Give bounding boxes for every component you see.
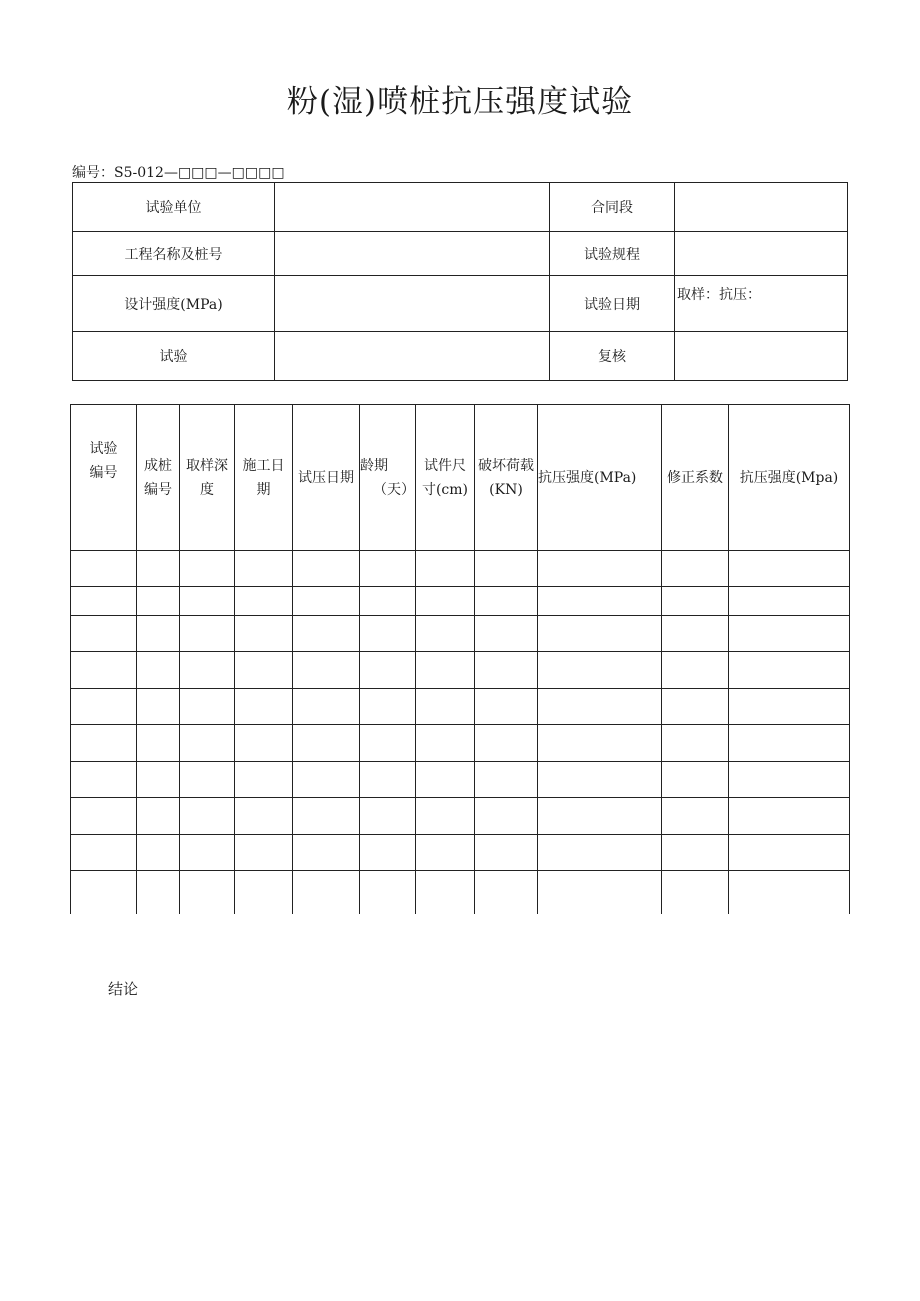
table-cell[interactable] [416,652,475,689]
table-cell[interactable] [662,798,729,835]
table-cell[interactable] [729,725,850,762]
table-cell[interactable] [729,835,850,871]
table-cell[interactable] [475,587,538,616]
table-cell[interactable] [71,652,137,689]
table-cell[interactable] [293,762,360,798]
table-cell[interactable] [293,616,360,652]
header-specimen-size: 试件尺 寸(cm) [416,405,475,551]
table-cell[interactable] [729,587,850,616]
table-cell[interactable] [360,689,416,725]
table-cell[interactable] [662,652,729,689]
table-cell[interactable] [662,725,729,762]
table-cell[interactable] [475,551,538,587]
table-cell[interactable] [137,652,180,689]
table-cell[interactable] [360,652,416,689]
test-procedure-label: 试验规程 [550,232,675,276]
table-cell[interactable] [729,798,850,835]
project-pile-label: 工程名称及桩号 [73,232,275,276]
test-procedure-value[interactable] [675,232,848,276]
table-cell[interactable] [475,725,538,762]
table-cell[interactable] [360,871,416,914]
info-row [73,276,848,332]
table-cell[interactable] [475,616,538,652]
table-cell[interactable] [235,871,293,914]
results-table [70,404,850,914]
table-cell[interactable] [180,835,235,871]
tester-value[interactable] [275,332,550,381]
design-strength-value[interactable] [275,276,550,332]
table-cell[interactable] [416,725,475,762]
table-cell[interactable] [293,835,360,871]
table-cell[interactable] [360,616,416,652]
test-date-value[interactable]: 取样：抗压： [675,276,848,332]
table-cell[interactable] [416,551,475,587]
table-cell[interactable] [360,835,416,871]
table-cell[interactable] [71,871,137,914]
table-cell[interactable] [416,798,475,835]
table-cell[interactable] [662,587,729,616]
table-cell[interactable] [729,652,850,689]
table-cell[interactable] [360,587,416,616]
design-strength-label: 设计强度(MPa) [73,276,275,332]
header-construction-date: 施工日 期 [235,405,293,551]
table-cell[interactable] [180,587,235,616]
table-cell[interactable] [180,616,235,652]
document-number: 编号：S5-012—□□□—□□□□ [72,165,285,181]
header-sampling-depth: 取样深 度 [180,405,235,551]
table-cell[interactable] [360,762,416,798]
table-cell[interactable] [662,835,729,871]
table-row [71,551,850,587]
table-cell[interactable] [416,835,475,871]
table-cell[interactable] [416,871,475,914]
table-cell[interactable] [662,689,729,725]
header-compressive-strength: 抗压强度(MPa) [538,405,662,551]
reviewer-value[interactable] [675,332,848,381]
table-cell[interactable] [538,616,662,652]
info-row [73,232,848,276]
table-cell[interactable] [235,835,293,871]
table-cell[interactable] [538,835,662,871]
table-cell[interactable] [538,798,662,835]
table-cell[interactable] [71,762,137,798]
info-table [72,182,848,381]
table-cell[interactable] [71,587,137,616]
table-cell[interactable] [71,725,137,762]
contract-section-value[interactable] [675,183,848,232]
table-cell[interactable] [538,689,662,725]
table-cell[interactable] [180,798,235,835]
header-corrected-strength: 抗压强度(Mpa) [729,405,850,551]
table-cell[interactable] [71,835,137,871]
table-cell[interactable] [235,551,293,587]
header-row [71,405,850,551]
table-cell[interactable] [475,762,538,798]
table-row [71,871,850,914]
table-cell[interactable] [137,689,180,725]
conclusion-label: 结论 [108,980,139,998]
header-failure-load: 破坏荷载 (KN) [475,405,538,551]
table-cell[interactable] [137,725,180,762]
table-cell[interactable] [71,551,137,587]
table-cell[interactable] [137,871,180,914]
table-cell[interactable] [137,587,180,616]
table-cell[interactable] [180,652,235,689]
header-age: 龄期 （天） [360,405,416,551]
table-cell[interactable] [729,551,850,587]
header-pile-number: 成桩 编号 [137,405,180,551]
table-cell[interactable] [137,616,180,652]
table-cell[interactable] [137,835,180,871]
table-cell[interactable] [729,616,850,652]
table-row [71,725,850,762]
table-row [71,587,850,616]
table-cell[interactable] [235,725,293,762]
reviewer-label: 复核 [550,332,675,381]
table-cell[interactable] [416,616,475,652]
table-cell[interactable] [475,871,538,914]
table-cell[interactable] [360,551,416,587]
table-cell[interactable] [416,689,475,725]
table-cell[interactable] [180,551,235,587]
project-pile-value[interactable] [275,232,550,276]
table-cell[interactable] [662,762,729,798]
table-cell[interactable] [293,551,360,587]
table-cell[interactable] [235,587,293,616]
table-cell[interactable] [71,689,137,725]
table-cell[interactable] [180,762,235,798]
table-cell[interactable] [235,616,293,652]
table-cell[interactable] [538,871,662,914]
info-row [73,183,848,232]
contract-section-label: 合同段 [550,183,675,232]
table-cell[interactable] [416,762,475,798]
table-cell[interactable] [662,871,729,914]
table-cell[interactable] [538,551,662,587]
table-row [71,689,850,725]
header-test-number: 试验 编号 [71,405,137,551]
table-cell[interactable] [475,689,538,725]
table-cell[interactable] [71,798,137,835]
table-cell[interactable] [538,587,662,616]
table-cell[interactable] [235,652,293,689]
table-cell[interactable] [235,689,293,725]
table-cell[interactable] [475,652,538,689]
tester-label: 试验 [73,332,275,381]
table-row [71,616,850,652]
table-cell[interactable] [293,871,360,914]
table-cell[interactable] [180,689,235,725]
table-cell[interactable] [360,725,416,762]
table-cell[interactable] [180,871,235,914]
header-correction-factor: 修正系数 [662,405,729,551]
test-unit-label: 试验单位 [73,183,275,232]
table-cell[interactable] [293,652,360,689]
table-cell[interactable] [71,616,137,652]
table-cell[interactable] [662,616,729,652]
table-row [71,652,850,689]
table-cell[interactable] [538,725,662,762]
table-cell[interactable] [729,871,850,914]
table-cell[interactable] [137,762,180,798]
table-row [71,762,850,798]
table-cell[interactable] [729,762,850,798]
table-cell[interactable] [293,798,360,835]
test-unit-value[interactable] [275,183,550,232]
table-row [71,798,850,835]
table-cell[interactable] [235,762,293,798]
table-cell[interactable] [293,689,360,725]
page-title: 粉(湿)喷桩抗压强度试验 [286,84,634,120]
table-cell[interactable] [475,798,538,835]
table-cell[interactable] [235,798,293,835]
table-cell[interactable] [475,835,538,871]
header-compression-date: 试压日期 [293,405,360,551]
test-date-label: 试验日期 [550,276,675,332]
table-cell[interactable] [729,689,850,725]
table-row [71,835,850,871]
table-cell[interactable] [360,798,416,835]
table-cell[interactable] [293,587,360,616]
table-cell[interactable] [137,551,180,587]
table-cell[interactable] [416,587,475,616]
table-cell[interactable] [538,652,662,689]
info-row [73,332,848,381]
table-cell[interactable] [137,798,180,835]
table-cell[interactable] [538,762,662,798]
table-cell[interactable] [180,725,235,762]
table-cell[interactable] [293,725,360,762]
table-cell[interactable] [662,551,729,587]
